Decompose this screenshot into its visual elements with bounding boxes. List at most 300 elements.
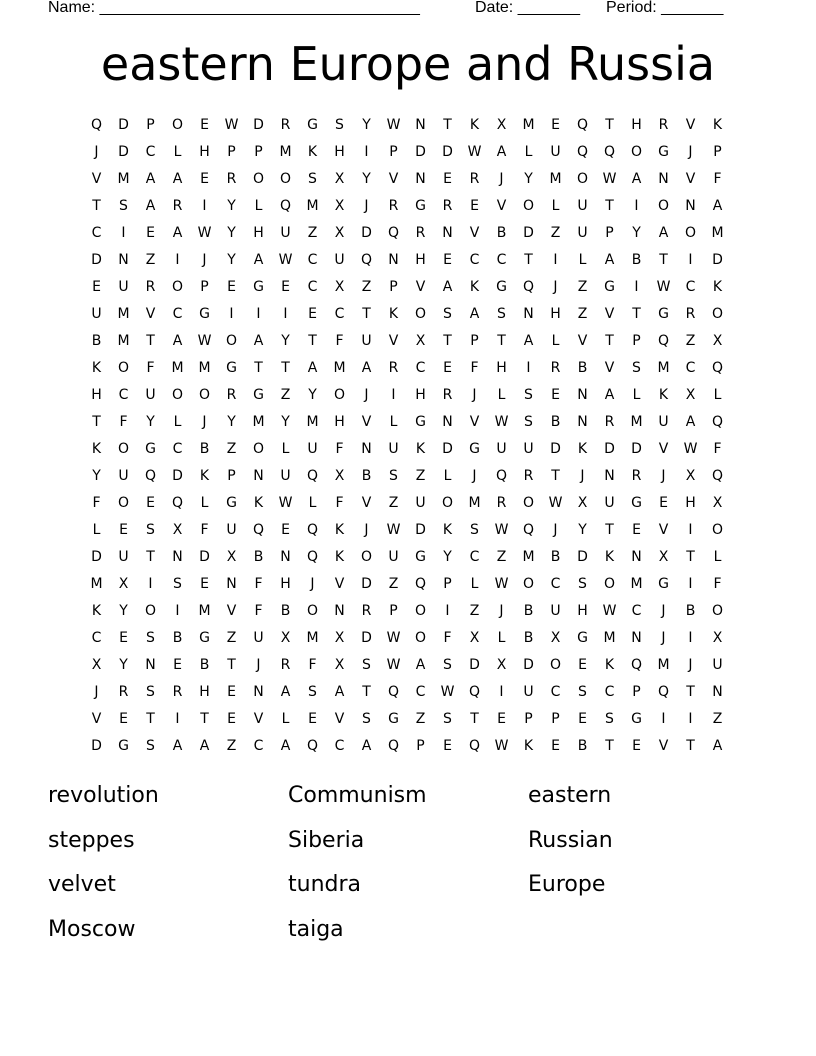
grid-letter[interactable]: K (523, 738, 534, 754)
grid-letter[interactable]: U (658, 414, 669, 430)
grid-letter[interactable]: G (469, 441, 480, 457)
grid-letter[interactable]: W (197, 333, 212, 349)
grid-letter[interactable]: X (172, 522, 183, 538)
grid-letter[interactable]: C (550, 576, 561, 592)
grid-letter[interactable]: V (145, 306, 156, 322)
grid-letter[interactable]: V (334, 711, 345, 727)
grid-letter[interactable]: F (335, 495, 344, 511)
grid-letter[interactable]: E (443, 738, 452, 754)
grid-letter[interactable]: X (712, 333, 723, 349)
grid-letter[interactable]: O (711, 522, 724, 538)
grid-letter[interactable]: P (632, 684, 641, 700)
grid-letter[interactable]: Z (145, 252, 156, 268)
grid-letter[interactable]: L (254, 198, 263, 214)
grid-letter[interactable]: J (580, 468, 585, 484)
grid-letter[interactable]: B (172, 630, 183, 646)
grid-letter[interactable]: J (310, 576, 315, 592)
grid-letter[interactable]: U (496, 441, 507, 457)
grid-letter[interactable]: C (685, 279, 696, 295)
grid-letter[interactable]: D (91, 549, 102, 565)
grid-letter[interactable]: C (91, 630, 102, 646)
grid-letter[interactable]: O (171, 279, 184, 295)
grid-letter[interactable]: S (308, 171, 317, 187)
grid-letter[interactable]: T (146, 711, 155, 727)
grid-letter[interactable]: R (442, 387, 453, 403)
grid-letter[interactable]: B (577, 360, 588, 376)
grid-letter[interactable]: A (523, 333, 534, 349)
grid-letter[interactable]: C (550, 684, 561, 700)
grid-letter[interactable]: G (496, 279, 507, 295)
grid-letter[interactable]: L (173, 144, 182, 160)
grid-letter[interactable]: U (712, 657, 723, 673)
grid-letter[interactable]: F (200, 522, 209, 538)
grid-letter[interactable]: Q (495, 468, 508, 484)
grid-letter[interactable]: F (119, 414, 128, 430)
grid-letter[interactable]: W (683, 441, 698, 457)
grid-letter[interactable]: H (496, 360, 507, 376)
grid-letter[interactable]: D (631, 441, 642, 457)
grid-letter[interactable]: J (553, 279, 558, 295)
grid-letter[interactable]: G (199, 306, 210, 322)
grid-letter[interactable]: X (280, 630, 291, 646)
grid-letter[interactable]: M (117, 333, 130, 349)
grid-letter[interactable]: N (253, 468, 264, 484)
grid-letter[interactable]: E (200, 576, 209, 592)
grid-letter[interactable]: S (443, 711, 452, 727)
grid-letter[interactable]: A (712, 198, 723, 214)
grid-letter[interactable]: M (657, 657, 670, 673)
grid-letter[interactable]: L (443, 468, 452, 484)
grid-letter[interactable]: C (172, 441, 183, 457)
grid-letter[interactable]: H (685, 495, 696, 511)
grid-letter[interactable]: R (280, 657, 291, 673)
grid-letter[interactable]: K (442, 522, 453, 538)
grid-letter[interactable]: H (199, 684, 210, 700)
grid-letter[interactable]: O (225, 333, 238, 349)
grid-letter[interactable]: Q (387, 225, 400, 241)
grid-letter[interactable]: V (91, 711, 102, 727)
grid-letter[interactable]: O (252, 171, 265, 187)
grid-letter[interactable]: U (91, 306, 102, 322)
grid-letter[interactable]: O (198, 387, 211, 403)
grid-letter[interactable]: I (256, 306, 261, 322)
grid-letter[interactable]: O (711, 306, 724, 322)
grid-letter[interactable]: S (146, 522, 155, 538)
grid-letter[interactable]: R (361, 603, 372, 619)
grid-letter[interactable]: S (443, 657, 452, 673)
grid-letter[interactable]: F (92, 495, 101, 511)
grid-letter[interactable]: A (361, 738, 372, 754)
grid-letter[interactable]: T (92, 414, 101, 430)
grid-letter[interactable]: Y (632, 225, 641, 241)
grid-letter[interactable]: C (469, 549, 480, 565)
grid-letter[interactable]: U (550, 144, 561, 160)
grid-letter[interactable]: V (658, 522, 669, 538)
grid-letter[interactable]: Z (226, 630, 237, 646)
grid-letter[interactable]: M (468, 495, 481, 511)
grid-letter[interactable]: J (94, 144, 99, 160)
grid-letter[interactable]: A (712, 738, 723, 754)
grid-letter[interactable]: U (523, 684, 534, 700)
grid-letter[interactable]: I (499, 684, 504, 700)
grid-letter[interactable]: M (90, 576, 103, 592)
grid-letter[interactable]: G (415, 549, 426, 565)
grid-letter[interactable]: M (711, 225, 724, 241)
grid-letter[interactable]: T (605, 522, 614, 538)
grid-letter[interactable]: N (280, 549, 291, 565)
grid-letter[interactable]: R (172, 198, 183, 214)
grid-letter[interactable]: S (578, 576, 587, 592)
grid-letter[interactable]: U (307, 441, 318, 457)
grid-letter[interactable]: L (281, 441, 290, 457)
grid-letter[interactable]: I (175, 252, 180, 268)
grid-letter[interactable]: A (145, 198, 156, 214)
grid-letter[interactable]: E (308, 306, 317, 322)
grid-letter[interactable]: Q (576, 117, 589, 133)
grid-letter[interactable]: J (472, 468, 477, 484)
grid-letter[interactable]: W (386, 630, 401, 646)
grid-letter[interactable]: N (577, 414, 588, 430)
grid-letter[interactable]: C (307, 279, 318, 295)
grid-letter[interactable]: J (661, 468, 666, 484)
grid-letter[interactable]: F (254, 576, 263, 592)
date-field[interactable]: Date: _______ (475, 0, 580, 16)
grid-letter[interactable]: E (200, 117, 209, 133)
grid-letter[interactable]: O (414, 630, 427, 646)
grid-letter[interactable]: S (146, 684, 155, 700)
grid-letter[interactable]: Y (281, 414, 290, 430)
grid-letter[interactable]: E (578, 657, 587, 673)
grid-letter[interactable]: B (280, 603, 291, 619)
grid-letter[interactable]: A (361, 360, 372, 376)
grid-letter[interactable]: N (388, 252, 399, 268)
grid-letter[interactable]: X (469, 630, 480, 646)
grid-letter[interactable]: G (253, 279, 264, 295)
grid-letter[interactable]: T (497, 333, 506, 349)
grid-letter[interactable]: X (334, 171, 345, 187)
grid-letter[interactable]: L (524, 144, 533, 160)
grid-letter[interactable]: Q (522, 279, 535, 295)
grid-letter[interactable]: G (118, 738, 129, 754)
grid-letter[interactable]: E (119, 522, 128, 538)
grid-letter[interactable]: W (548, 495, 563, 511)
grid-letter[interactable]: R (469, 171, 480, 187)
grid-letter[interactable]: Q (711, 360, 724, 376)
grid-letter[interactable]: G (658, 144, 669, 160)
name-field[interactable]: Name: ____________________________________ (48, 0, 420, 16)
grid-letter[interactable]: G (658, 306, 669, 322)
grid-letter[interactable]: U (280, 225, 291, 241)
grid-letter[interactable]: R (415, 225, 426, 241)
grid-letter[interactable]: O (711, 603, 724, 619)
grid-letter[interactable]: V (604, 360, 615, 376)
grid-letter[interactable]: C (334, 738, 345, 754)
grid-letter[interactable]: Q (90, 117, 103, 133)
grid-letter[interactable]: F (335, 441, 344, 457)
grid-letter[interactable]: B (523, 603, 534, 619)
grid-letter[interactable]: I (661, 711, 666, 727)
grid-letter[interactable]: A (172, 738, 183, 754)
grid-letter[interactable]: M (279, 144, 292, 160)
grid-letter[interactable]: D (118, 144, 129, 160)
grid-letter[interactable]: R (523, 468, 534, 484)
grid-letter[interactable]: I (688, 630, 693, 646)
grid-letter[interactable]: D (577, 549, 588, 565)
grid-letter[interactable]: N (631, 549, 642, 565)
grid-letter[interactable]: B (685, 603, 696, 619)
grid-letter[interactable]: J (499, 603, 504, 619)
grid-letter[interactable]: I (634, 198, 639, 214)
grid-letter[interactable]: W (278, 252, 293, 268)
grid-letter[interactable]: N (415, 171, 426, 187)
grid-letter[interactable]: K (91, 360, 102, 376)
grid-letter[interactable]: K (253, 495, 264, 511)
grid-letter[interactable]: Y (119, 603, 128, 619)
grid-letter[interactable]: I (175, 711, 180, 727)
grid-letter[interactable]: M (171, 360, 184, 376)
grid-letter[interactable]: I (283, 306, 288, 322)
grid-letter[interactable]: X (334, 468, 345, 484)
grid-letter[interactable]: I (688, 522, 693, 538)
grid-letter[interactable]: E (551, 738, 560, 754)
grid-letter[interactable]: O (549, 657, 562, 673)
grid-letter[interactable]: I (202, 198, 207, 214)
grid-letter[interactable]: H (91, 387, 102, 403)
grid-letter[interactable]: V (361, 495, 372, 511)
grid-letter[interactable]: P (713, 144, 722, 160)
grid-letter[interactable]: F (335, 333, 344, 349)
grid-letter[interactable]: W (467, 144, 482, 160)
grid-letter[interactable]: V (469, 414, 480, 430)
grid-letter[interactable]: G (145, 441, 156, 457)
grid-letter[interactable]: B (523, 630, 534, 646)
grid-letter[interactable]: N (442, 225, 453, 241)
grid-letter[interactable]: V (91, 171, 102, 187)
grid-letter[interactable]: E (281, 522, 290, 538)
grid-letter[interactable]: T (524, 252, 533, 268)
grid-letter[interactable]: E (119, 711, 128, 727)
grid-letter[interactable]: A (172, 225, 183, 241)
grid-letter[interactable]: H (334, 144, 345, 160)
grid-letter[interactable]: E (227, 279, 236, 295)
grid-letter[interactable]: W (656, 279, 671, 295)
grid-letter[interactable]: Z (415, 711, 426, 727)
grid-letter[interactable]: K (199, 468, 210, 484)
grid-letter[interactable]: I (688, 711, 693, 727)
grid-letter[interactable]: G (388, 711, 399, 727)
grid-letter[interactable]: D (442, 441, 453, 457)
grid-letter[interactable]: N (604, 468, 615, 484)
grid-letter[interactable]: M (522, 549, 535, 565)
grid-letter[interactable]: M (117, 171, 130, 187)
grid-letter[interactable]: R (658, 117, 669, 133)
grid-letter[interactable]: H (334, 414, 345, 430)
grid-letter[interactable]: D (523, 657, 534, 673)
grid-letter[interactable]: J (94, 684, 99, 700)
grid-letter[interactable]: X (577, 495, 588, 511)
grid-letter[interactable]: K (415, 441, 426, 457)
grid-letter[interactable]: T (92, 198, 101, 214)
grid-letter[interactable]: W (494, 414, 509, 430)
grid-letter[interactable]: J (688, 144, 693, 160)
grid-letter[interactable]: T (443, 333, 452, 349)
grid-letter[interactable]: M (198, 360, 211, 376)
grid-letter[interactable]: I (364, 144, 369, 160)
grid-letter[interactable]: V (658, 738, 669, 754)
grid-letter[interactable]: X (685, 387, 696, 403)
grid-letter[interactable]: I (634, 279, 639, 295)
grid-letter[interactable]: S (578, 684, 587, 700)
grid-letter[interactable]: Q (711, 468, 724, 484)
grid-letter[interactable]: V (253, 711, 264, 727)
grid-letter[interactable]: Y (362, 171, 371, 187)
grid-letter[interactable]: S (443, 306, 452, 322)
grid-letter[interactable]: Y (119, 657, 128, 673)
grid-letter[interactable]: Y (227, 225, 236, 241)
grid-letter[interactable]: C (415, 360, 426, 376)
grid-letter[interactable]: J (364, 522, 369, 538)
grid-letter[interactable]: N (253, 684, 264, 700)
grid-letter[interactable]: H (415, 252, 426, 268)
grid-letter[interactable]: F (443, 630, 452, 646)
grid-letter[interactable]: T (659, 252, 668, 268)
grid-letter[interactable]: T (200, 711, 209, 727)
grid-letter[interactable]: R (280, 117, 291, 133)
grid-letter[interactable]: S (389, 468, 398, 484)
grid-letter[interactable]: E (119, 630, 128, 646)
grid-letter[interactable]: B (91, 333, 102, 349)
grid-letter[interactable]: U (280, 468, 291, 484)
grid-letter[interactable]: L (389, 414, 398, 430)
grid-letter[interactable]: H (253, 225, 264, 241)
grid-letter[interactable]: T (470, 711, 479, 727)
grid-letter[interactable]: C (145, 144, 156, 160)
grid-letter[interactable]: E (227, 711, 236, 727)
grid-letter[interactable]: A (280, 738, 291, 754)
grid-letter[interactable]: G (226, 495, 237, 511)
grid-letter[interactable]: I (391, 387, 396, 403)
grid-letter[interactable]: Z (226, 738, 237, 754)
grid-letter[interactable]: S (308, 684, 317, 700)
grid-letter[interactable]: C (253, 738, 264, 754)
grid-letter[interactable]: M (549, 171, 562, 187)
grid-letter[interactable]: P (605, 225, 614, 241)
grid-letter[interactable]: L (470, 576, 479, 592)
grid-letter[interactable]: O (684, 225, 697, 241)
grid-letter[interactable]: B (361, 468, 372, 484)
grid-letter[interactable]: X (91, 657, 102, 673)
grid-letter[interactable]: N (361, 441, 372, 457)
grid-letter[interactable]: K (91, 441, 102, 457)
grid-letter[interactable]: O (171, 117, 184, 133)
grid-letter[interactable]: Y (578, 522, 587, 538)
grid-letter[interactable]: G (415, 198, 426, 214)
grid-letter[interactable]: M (333, 360, 346, 376)
grid-letter[interactable]: K (334, 522, 345, 538)
grid-letter[interactable]: L (281, 711, 290, 727)
grid-letter[interactable]: R (550, 360, 561, 376)
grid-letter[interactable]: J (364, 387, 369, 403)
grid-letter[interactable]: Z (388, 576, 399, 592)
grid-letter[interactable]: S (362, 657, 371, 673)
grid-letter[interactable]: C (685, 360, 696, 376)
grid-letter[interactable]: K (388, 306, 399, 322)
grid-letter[interactable]: R (388, 198, 399, 214)
grid-letter[interactable]: E (659, 495, 668, 511)
grid-letter[interactable]: G (577, 630, 588, 646)
grid-letter[interactable]: K (334, 549, 345, 565)
grid-letter[interactable]: F (713, 576, 722, 592)
grid-letter[interactable]: P (146, 117, 155, 133)
grid-letter[interactable]: L (713, 387, 722, 403)
grid-letter[interactable]: G (226, 360, 237, 376)
grid-letter[interactable]: X (334, 630, 345, 646)
grid-letter[interactable]: S (362, 711, 371, 727)
grid-letter[interactable]: C (334, 306, 345, 322)
grid-letter[interactable]: S (146, 738, 155, 754)
grid-letter[interactable]: U (577, 225, 588, 241)
grid-letter[interactable]: M (117, 306, 130, 322)
grid-letter[interactable]: O (522, 495, 535, 511)
grid-letter[interactable]: S (119, 198, 128, 214)
grid-letter[interactable]: V (388, 333, 399, 349)
grid-letter[interactable]: W (224, 117, 239, 133)
grid-letter[interactable]: P (389, 144, 398, 160)
grid-letter[interactable]: N (118, 252, 129, 268)
grid-letter[interactable]: V (361, 414, 372, 430)
grid-letter[interactable]: Q (603, 144, 616, 160)
grid-letter[interactable]: O (333, 387, 346, 403)
grid-letter[interactable]: C (118, 387, 129, 403)
grid-letter[interactable]: K (658, 387, 669, 403)
grid-letter[interactable]: Y (524, 171, 533, 187)
grid-letter[interactable]: W (494, 522, 509, 538)
grid-letter[interactable]: X (496, 657, 507, 673)
grid-letter[interactable]: S (146, 630, 155, 646)
grid-letter[interactable]: S (605, 711, 614, 727)
grid-letter[interactable]: E (632, 738, 641, 754)
grid-letter[interactable]: V (469, 225, 480, 241)
grid-letter[interactable]: G (199, 630, 210, 646)
grid-letter[interactable]: Q (171, 495, 184, 511)
grid-letter[interactable]: T (632, 306, 641, 322)
grid-letter[interactable]: H (415, 387, 426, 403)
grid-letter[interactable]: E (146, 495, 155, 511)
grid-letter[interactable]: N (334, 603, 345, 619)
grid-letter[interactable]: F (254, 603, 263, 619)
grid-letter[interactable]: Q (387, 738, 400, 754)
grid-letter[interactable]: Y (443, 549, 452, 565)
grid-letter[interactable]: Z (496, 549, 507, 565)
grid-letter[interactable]: A (334, 684, 345, 700)
grid-letter[interactable]: H (199, 144, 210, 160)
grid-letter[interactable]: X (658, 549, 669, 565)
grid-letter[interactable]: E (497, 711, 506, 727)
grid-letter[interactable]: X (334, 279, 345, 295)
grid-letter[interactable]: H (280, 576, 291, 592)
grid-letter[interactable]: A (469, 306, 480, 322)
grid-letter[interactable]: G (307, 117, 318, 133)
grid-letter[interactable]: Q (468, 738, 481, 754)
grid-letter[interactable]: Q (387, 684, 400, 700)
grid-letter[interactable]: W (440, 684, 455, 700)
grid-letter[interactable]: A (415, 657, 426, 673)
grid-letter[interactable]: O (171, 387, 184, 403)
grid-letter[interactable]: Y (227, 252, 236, 268)
grid-letter[interactable]: D (361, 630, 372, 646)
grid-letter[interactable]: N (685, 198, 696, 214)
grid-letter[interactable]: O (414, 603, 427, 619)
